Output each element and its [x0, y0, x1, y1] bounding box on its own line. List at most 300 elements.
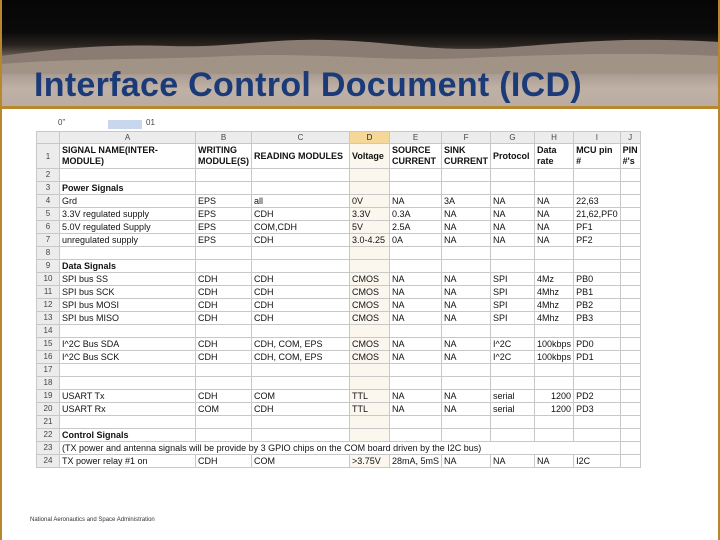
- spreadsheet-cell[interactable]: CDH: [252, 208, 350, 221]
- row-number[interactable]: 4: [37, 195, 60, 208]
- section-heading-cell[interactable]: Control Signals: [60, 429, 196, 442]
- spreadsheet-cell[interactable]: CMOS: [350, 312, 390, 325]
- spreadsheet-cell[interactable]: [252, 416, 350, 429]
- spreadsheet-cell[interactable]: [620, 442, 640, 455]
- spreadsheet-cell[interactable]: [442, 416, 491, 429]
- spreadsheet-cell[interactable]: 3.3V regulated supply: [60, 208, 196, 221]
- spreadsheet-cell[interactable]: [252, 260, 350, 273]
- spreadsheet-cell[interactable]: [574, 325, 621, 338]
- spreadsheet-cell[interactable]: [350, 364, 390, 377]
- spreadsheet-cell[interactable]: [620, 208, 640, 221]
- spreadsheet-cell[interactable]: 0V: [350, 195, 390, 208]
- spreadsheet-cell[interactable]: [390, 364, 442, 377]
- row-number[interactable]: 10: [37, 273, 60, 286]
- spreadsheet-cell[interactable]: [252, 325, 350, 338]
- row-number[interactable]: 8: [37, 247, 60, 260]
- spreadsheet-cell[interactable]: 0.3A: [390, 208, 442, 221]
- spreadsheet-cell[interactable]: CDH: [196, 312, 252, 325]
- spreadsheet-cell[interactable]: [252, 364, 350, 377]
- spreadsheet-cell[interactable]: [620, 377, 640, 390]
- table-row: [37, 312, 641, 325]
- spreadsheet-cell[interactable]: COM: [196, 403, 252, 416]
- column-header-b[interactable]: B: [196, 132, 252, 144]
- spreadsheet-cell[interactable]: [390, 416, 442, 429]
- spreadsheet-cell[interactable]: [350, 247, 390, 260]
- spreadsheet-cell[interactable]: NA: [390, 299, 442, 312]
- spreadsheet-cell[interactable]: CDH: [196, 351, 252, 364]
- table-row: [37, 273, 641, 286]
- spreadsheet-cell[interactable]: [574, 429, 621, 442]
- spreadsheet-cell[interactable]: NA: [491, 221, 535, 234]
- spreadsheet-cell[interactable]: USART Tx: [60, 390, 196, 403]
- spreadsheet-cell[interactable]: I2C: [574, 455, 621, 468]
- spreadsheet-cell[interactable]: [390, 260, 442, 273]
- table-row: [37, 377, 641, 390]
- spreadsheet-cell[interactable]: SPI bus SS: [60, 273, 196, 286]
- column-header-a[interactable]: A: [60, 132, 196, 144]
- spreadsheet-cell[interactable]: NA: [535, 195, 574, 208]
- spreadsheet-cell[interactable]: [390, 169, 442, 182]
- column-header-row: [37, 132, 641, 144]
- spreadsheet-cell[interactable]: [620, 455, 640, 468]
- spreadsheet-cell[interactable]: COM,CDH: [252, 221, 350, 234]
- slide-title: Interface Control Document (ICD): [34, 66, 582, 104]
- spreadsheet-cell[interactable]: [574, 364, 621, 377]
- spreadsheet-cell[interactable]: [60, 325, 196, 338]
- spreadsheet-cell[interactable]: [620, 403, 640, 416]
- spreadsheet-cell[interactable]: COM: [252, 455, 350, 468]
- table-row: [37, 195, 641, 208]
- table-row: [37, 403, 641, 416]
- spreadsheet-cell[interactable]: PF2: [574, 234, 621, 247]
- spreadsheet-cell[interactable]: CDH: [252, 273, 350, 286]
- spreadsheet-cell[interactable]: PD1: [574, 351, 621, 364]
- spreadsheet-cell[interactable]: [620, 299, 640, 312]
- spreadsheet-cell[interactable]: NA: [442, 286, 491, 299]
- table-row: [37, 325, 641, 338]
- spreadsheet-cell[interactable]: [196, 325, 252, 338]
- spreadsheet-cell[interactable]: CMOS: [350, 286, 390, 299]
- spreadsheet-cell[interactable]: NA: [535, 221, 574, 234]
- spreadsheet-cell[interactable]: [350, 325, 390, 338]
- spreadsheet-cell[interactable]: [252, 377, 350, 390]
- spreadsheet-cell[interactable]: NA: [535, 234, 574, 247]
- spreadsheet-cell[interactable]: [620, 247, 640, 260]
- spreadsheet-cell[interactable]: CDH: [252, 286, 350, 299]
- spreadsheet-cell[interactable]: 4Mhz: [535, 299, 574, 312]
- spreadsheet-cell[interactable]: all: [252, 195, 350, 208]
- spreadsheet-cell[interactable]: NA: [442, 221, 491, 234]
- spreadsheet-cell[interactable]: Protocol: [491, 144, 535, 169]
- spreadsheet-cell[interactable]: [620, 312, 640, 325]
- spreadsheet-cell[interactable]: [491, 247, 535, 260]
- spreadsheet-cell[interactable]: NA: [390, 195, 442, 208]
- left-border: [0, 0, 2, 540]
- spreadsheet-cell[interactable]: NA: [491, 208, 535, 221]
- column-header-e[interactable]: E: [390, 132, 442, 144]
- spreadsheet-cell[interactable]: [60, 247, 196, 260]
- spreadsheet-cell[interactable]: Grd: [60, 195, 196, 208]
- spreadsheet-cell[interactable]: [620, 429, 640, 442]
- spreadsheet-cell[interactable]: [574, 169, 621, 182]
- spreadsheet-cell[interactable]: [350, 182, 390, 195]
- spreadsheet-cell[interactable]: [535, 247, 574, 260]
- table-row: [37, 260, 641, 273]
- spreadsheet-cell[interactable]: [442, 182, 491, 195]
- row-number[interactable]: 11: [37, 286, 60, 299]
- column-header-d[interactable]: D: [350, 132, 390, 144]
- spreadsheet-cell[interactable]: NA: [390, 273, 442, 286]
- spreadsheet-cell[interactable]: 4Mz: [535, 273, 574, 286]
- spreadsheet-cell[interactable]: NA: [442, 234, 491, 247]
- spreadsheet-cell[interactable]: [620, 286, 640, 299]
- spreadsheet-cell[interactable]: [442, 429, 491, 442]
- table-row: [37, 286, 641, 299]
- spreadsheet-cell[interactable]: [390, 325, 442, 338]
- spreadsheet-cell[interactable]: [574, 416, 621, 429]
- spreadsheet-cell[interactable]: [574, 260, 621, 273]
- spreadsheet-cell[interactable]: SPI bus MISO: [60, 312, 196, 325]
- spreadsheet-cell[interactable]: SINK CURRENT: [442, 144, 491, 169]
- spreadsheet-cell[interactable]: CDH, COM, EPS: [252, 351, 350, 364]
- spreadsheet-cell[interactable]: SPI: [491, 273, 535, 286]
- spreadsheet-cell[interactable]: PIN #'s: [620, 144, 640, 169]
- column-header-c[interactable]: C: [252, 132, 350, 144]
- spreadsheet-cell[interactable]: [535, 377, 574, 390]
- spreadsheet-cell[interactable]: [620, 351, 640, 364]
- table-row: [37, 299, 641, 312]
- spreadsheet-cell[interactable]: >3.75V: [350, 455, 390, 468]
- spreadsheet-cell[interactable]: [196, 260, 252, 273]
- table-row: [37, 442, 641, 455]
- spreadsheet-cell[interactable]: serial: [491, 403, 535, 416]
- spreadsheet-cell[interactable]: EPS: [196, 208, 252, 221]
- spreadsheet-cell[interactable]: serial: [491, 390, 535, 403]
- spreadsheet-cell[interactable]: [442, 169, 491, 182]
- spreadsheet-cell[interactable]: EPS: [196, 234, 252, 247]
- spreadsheet-cell[interactable]: [350, 377, 390, 390]
- spreadsheet-cell[interactable]: NA: [442, 338, 491, 351]
- spreadsheet-cell[interactable]: CDH: [196, 299, 252, 312]
- spreadsheet-cell[interactable]: [491, 260, 535, 273]
- spreadsheet-cell[interactable]: NA: [535, 455, 574, 468]
- spreadsheet-cell[interactable]: [491, 429, 535, 442]
- spreadsheet-cell[interactable]: READING MODULES: [252, 144, 350, 169]
- spreadsheet-cell[interactable]: I^2C Bus SCK: [60, 351, 196, 364]
- spreadsheet-cell[interactable]: CMOS: [350, 351, 390, 364]
- spreadsheet-cell[interactable]: 1200: [535, 390, 574, 403]
- spreadsheet-cell[interactable]: [491, 325, 535, 338]
- spreadsheet-cell[interactable]: [491, 377, 535, 390]
- spreadsheet-cell[interactable]: [535, 364, 574, 377]
- table-row: [37, 169, 641, 182]
- spreadsheet-cell[interactable]: 5.0V regulated Supply: [60, 221, 196, 234]
- spreadsheet-cell[interactable]: [196, 416, 252, 429]
- row-number[interactable]: 2: [37, 169, 60, 182]
- table-row: [37, 182, 641, 195]
- spreadsheet-cell[interactable]: [574, 182, 621, 195]
- title-banner: [0, 0, 720, 108]
- row-number[interactable]: 24: [37, 455, 60, 468]
- spreadsheet-cell[interactable]: [252, 429, 350, 442]
- spreadsheet-cell[interactable]: [196, 377, 252, 390]
- row-number[interactable]: 19: [37, 390, 60, 403]
- spreadsheet-cell[interactable]: NA: [390, 338, 442, 351]
- spreadsheet-cell[interactable]: CMOS: [350, 299, 390, 312]
- spreadsheet-cell[interactable]: [620, 195, 640, 208]
- spreadsheet-cell[interactable]: NA: [442, 403, 491, 416]
- row-number[interactable]: 3: [37, 182, 60, 195]
- spreadsheet-cell[interactable]: NA: [442, 208, 491, 221]
- spreadsheet-cell[interactable]: [574, 377, 621, 390]
- spreadsheet-cell[interactable]: NA: [491, 195, 535, 208]
- spreadsheet-cell[interactable]: I^2C Bus SDA: [60, 338, 196, 351]
- spreadsheet-cell[interactable]: 100kbps: [535, 351, 574, 364]
- spreadsheet-cell[interactable]: [196, 429, 252, 442]
- row-number[interactable]: 14: [37, 325, 60, 338]
- spreadsheet-cell[interactable]: SPI bus MOSI: [60, 299, 196, 312]
- spreadsheet-cell[interactable]: [535, 325, 574, 338]
- row-number[interactable]: 17: [37, 364, 60, 377]
- spreadsheet-cell[interactable]: Voltage: [350, 144, 390, 169]
- spreadsheet-cell[interactable]: [60, 364, 196, 377]
- row-number[interactable]: 22: [37, 429, 60, 442]
- spreadsheet-cell[interactable]: [60, 416, 196, 429]
- spreadsheet-cell[interactable]: [196, 364, 252, 377]
- spreadsheet-cell[interactable]: SPI: [491, 286, 535, 299]
- spreadsheet-cell[interactable]: [574, 247, 621, 260]
- spreadsheet-cell[interactable]: CDH: [252, 234, 350, 247]
- row-number[interactable]: 12: [37, 299, 60, 312]
- spreadsheet-cell[interactable]: PB3: [574, 312, 621, 325]
- spreadsheet-cell[interactable]: CDH: [196, 273, 252, 286]
- spreadsheet-cell[interactable]: PB2: [574, 299, 621, 312]
- column-header-g[interactable]: G: [491, 132, 535, 144]
- spreadsheet-cell[interactable]: [350, 169, 390, 182]
- cropped-sheet-top: [36, 118, 636, 130]
- row-number[interactable]: 1: [37, 144, 60, 169]
- spreadsheet-cell[interactable]: [442, 260, 491, 273]
- spreadsheet-cell[interactable]: 21,62,PF0: [574, 208, 621, 221]
- spreadsheet-cell[interactable]: NA: [491, 455, 535, 468]
- row-number[interactable]: 15: [37, 338, 60, 351]
- spreadsheet-cell[interactable]: I^2C: [491, 351, 535, 364]
- spreadsheet-cell[interactable]: NA: [390, 312, 442, 325]
- spreadsheet-cell[interactable]: [442, 247, 491, 260]
- spreadsheet-cell[interactable]: 1200: [535, 403, 574, 416]
- cropped-selected-cell: [108, 120, 142, 129]
- row-number[interactable]: 7: [37, 234, 60, 247]
- spreadsheet-cell[interactable]: [620, 338, 640, 351]
- spreadsheet-cell[interactable]: NA: [442, 390, 491, 403]
- spreadsheet-cell[interactable]: [535, 169, 574, 182]
- spreadsheet-cell[interactable]: [252, 169, 350, 182]
- spreadsheet-cell[interactable]: [350, 260, 390, 273]
- section-heading-cell[interactable]: Power Signals: [60, 182, 196, 195]
- table-row: [37, 144, 641, 169]
- spreadsheet-cell[interactable]: [535, 429, 574, 442]
- spreadsheet-cell[interactable]: USART Rx: [60, 403, 196, 416]
- spreadsheet-cell[interactable]: [390, 247, 442, 260]
- spreadsheet-cell[interactable]: 4Mhz: [535, 286, 574, 299]
- spreadsheet-cell[interactable]: PD0: [574, 338, 621, 351]
- title-divider: [0, 106, 720, 109]
- spreadsheet-cell[interactable]: [620, 390, 640, 403]
- spreadsheet-cell[interactable]: NA: [442, 351, 491, 364]
- table-row: [37, 234, 641, 247]
- spreadsheet-cell[interactable]: [535, 260, 574, 273]
- row-number[interactable]: 9: [37, 260, 60, 273]
- spreadsheet-cell[interactable]: [491, 416, 535, 429]
- spreadsheet-cell[interactable]: TX power relay #1 on: [60, 455, 196, 468]
- spreadsheet-cell[interactable]: [620, 182, 640, 195]
- spreadsheet-cell[interactable]: 2.5A: [390, 221, 442, 234]
- row-number[interactable]: 23: [37, 442, 60, 455]
- spreadsheet-cell[interactable]: [442, 325, 491, 338]
- spreadsheet-cell[interactable]: 100kbps: [535, 338, 574, 351]
- spreadsheet-cell[interactable]: CMOS: [350, 338, 390, 351]
- spreadsheet-cell[interactable]: [620, 260, 640, 273]
- spreadsheet-cell[interactable]: [350, 416, 390, 429]
- cropped-text-fragment: 0”: [58, 118, 66, 127]
- footer-agency: National Aeronautics and Space Administration: [30, 517, 155, 523]
- column-header-f[interactable]: F: [442, 132, 491, 144]
- spreadsheet-cell[interactable]: CDH: [196, 455, 252, 468]
- spreadsheet-cell[interactable]: TTL: [350, 403, 390, 416]
- spreadsheet-cell[interactable]: TTL: [350, 390, 390, 403]
- table-row: [37, 455, 641, 468]
- spreadsheet-cell[interactable]: [491, 364, 535, 377]
- spreadsheet-cell[interactable]: EPS: [196, 221, 252, 234]
- spreadsheet-cell[interactable]: [620, 169, 640, 182]
- spreadsheet-cell[interactable]: I^2C: [491, 338, 535, 351]
- spreadsheet-cell[interactable]: [390, 429, 442, 442]
- spreadsheet-cell[interactable]: [491, 169, 535, 182]
- spreadsheet-cell[interactable]: SIGNAL NAME(INTER-MODULE): [60, 144, 196, 169]
- icd-spreadsheet: [36, 131, 641, 468]
- spreadsheet-cell[interactable]: CDH: [196, 338, 252, 351]
- spreadsheet-cell[interactable]: SOURCE CURRENT: [390, 144, 442, 169]
- spreadsheet-cell[interactable]: [535, 416, 574, 429]
- spreadsheet-cell[interactable]: PB1: [574, 286, 621, 299]
- spreadsheet-cell[interactable]: [491, 182, 535, 195]
- spreadsheet-cell[interactable]: [196, 169, 252, 182]
- row-number[interactable]: 6: [37, 221, 60, 234]
- spreadsheet-cell[interactable]: [620, 234, 640, 247]
- spreadsheet-cell[interactable]: [196, 247, 252, 260]
- spreadsheet-cell[interactable]: [620, 364, 640, 377]
- table-row: [37, 364, 641, 377]
- spreadsheet-cell[interactable]: [350, 429, 390, 442]
- spreadsheet-cell[interactable]: 22,63: [574, 195, 621, 208]
- spreadsheet-cell[interactable]: [60, 169, 196, 182]
- table-row: [37, 221, 641, 234]
- spreadsheet-cell[interactable]: 0A: [390, 234, 442, 247]
- spreadsheet-cell[interactable]: PF1: [574, 221, 621, 234]
- spreadsheet-cell[interactable]: PB0: [574, 273, 621, 286]
- spreadsheet-cell[interactable]: 5V: [350, 221, 390, 234]
- spreadsheet-cell[interactable]: CDH, COM, EPS: [252, 338, 350, 351]
- spreadsheet-cell[interactable]: CDH: [252, 299, 350, 312]
- spreadsheet-cell[interactable]: PD3: [574, 403, 621, 416]
- spreadsheet-cell[interactable]: NA: [442, 299, 491, 312]
- spreadsheet-cell[interactable]: NA: [442, 273, 491, 286]
- column-header-i[interactable]: I: [574, 132, 621, 144]
- spreadsheet-cell[interactable]: [442, 377, 491, 390]
- spreadsheet-cell[interactable]: unregulated supply: [60, 234, 196, 247]
- spreadsheet-cell[interactable]: NA: [390, 351, 442, 364]
- spreadsheet-cell[interactable]: MCU pin #: [574, 144, 621, 169]
- row-number[interactable]: 5: [37, 208, 60, 221]
- spreadsheet-cell[interactable]: NA: [390, 403, 442, 416]
- spreadsheet-cell[interactable]: [252, 182, 350, 195]
- spreadsheet-cell[interactable]: [390, 182, 442, 195]
- row-number[interactable]: 18: [37, 377, 60, 390]
- spreadsheet-cell[interactable]: 3.0-4.25: [350, 234, 390, 247]
- row-number[interactable]: 13: [37, 312, 60, 325]
- spreadsheet-cell[interactable]: COM: [252, 390, 350, 403]
- spreadsheet-cell[interactable]: CDH: [196, 390, 252, 403]
- spreadsheet-cell[interactable]: EPS: [196, 195, 252, 208]
- table-row: [37, 416, 641, 429]
- spreadsheet-cell[interactable]: NA: [442, 455, 491, 468]
- spreadsheet-cell[interactable]: [620, 325, 640, 338]
- column-header-h[interactable]: H: [535, 132, 574, 144]
- row-number[interactable]: 16: [37, 351, 60, 364]
- spreadsheet-cell[interactable]: [196, 182, 252, 195]
- spreadsheet-cell[interactable]: 28mA, 5mS: [390, 455, 442, 468]
- spreadsheet-cell[interactable]: 3A: [442, 195, 491, 208]
- section-heading-cell[interactable]: Data Signals: [60, 260, 196, 273]
- spreadsheet-cell[interactable]: SPI bus SCK: [60, 286, 196, 299]
- spreadsheet-cell[interactable]: PD2: [574, 390, 621, 403]
- spreadsheet-cell[interactable]: 3.3V: [350, 208, 390, 221]
- spreadsheet-cell[interactable]: [390, 377, 442, 390]
- spreadsheet-cell[interactable]: CDH: [252, 312, 350, 325]
- spreadsheet-cell[interactable]: [620, 221, 640, 234]
- table-row: [37, 338, 641, 351]
- spreadsheet-cell[interactable]: [620, 416, 640, 429]
- table-row: [37, 429, 641, 442]
- spreadsheet-cell[interactable]: Data rate: [535, 144, 574, 169]
- cropped-text-fragment: 01: [146, 118, 155, 127]
- spreadsheet-cell[interactable]: [535, 182, 574, 195]
- spreadsheet-cell[interactable]: 4Mhz: [535, 312, 574, 325]
- table-row: [37, 390, 641, 403]
- spreadsheet-cell[interactable]: [252, 247, 350, 260]
- note-cell[interactable]: (TX power and antenna signals will be provide by 3 GPIO chips on the COM board driven by the I2C bus): [60, 442, 621, 455]
- spreadsheet-cell[interactable]: NA: [390, 286, 442, 299]
- row-number[interactable]: 20: [37, 403, 60, 416]
- spreadsheet-cell[interactable]: NA: [442, 312, 491, 325]
- spreadsheet-cell[interactable]: CDH: [252, 403, 350, 416]
- select-all-corner[interactable]: [37, 132, 60, 144]
- spreadsheet-cell[interactable]: CDH: [196, 286, 252, 299]
- spreadsheet-cell[interactable]: [60, 377, 196, 390]
- spreadsheet-cell[interactable]: NA: [390, 390, 442, 403]
- spreadsheet-cell[interactable]: NA: [535, 208, 574, 221]
- table-row: [37, 247, 641, 260]
- row-number[interactable]: 21: [37, 416, 60, 429]
- spreadsheet-cell[interactable]: SPI: [491, 299, 535, 312]
- spreadsheet-cell[interactable]: WRITING MODULE(S): [196, 144, 252, 169]
- spreadsheet-cell[interactable]: [442, 364, 491, 377]
- spreadsheet-cell[interactable]: CMOS: [350, 273, 390, 286]
- column-header-j[interactable]: J: [620, 132, 640, 144]
- spreadsheet-cell[interactable]: NA: [491, 234, 535, 247]
- spreadsheet-cell[interactable]: SPI: [491, 312, 535, 325]
- spreadsheet-cell[interactable]: [620, 273, 640, 286]
